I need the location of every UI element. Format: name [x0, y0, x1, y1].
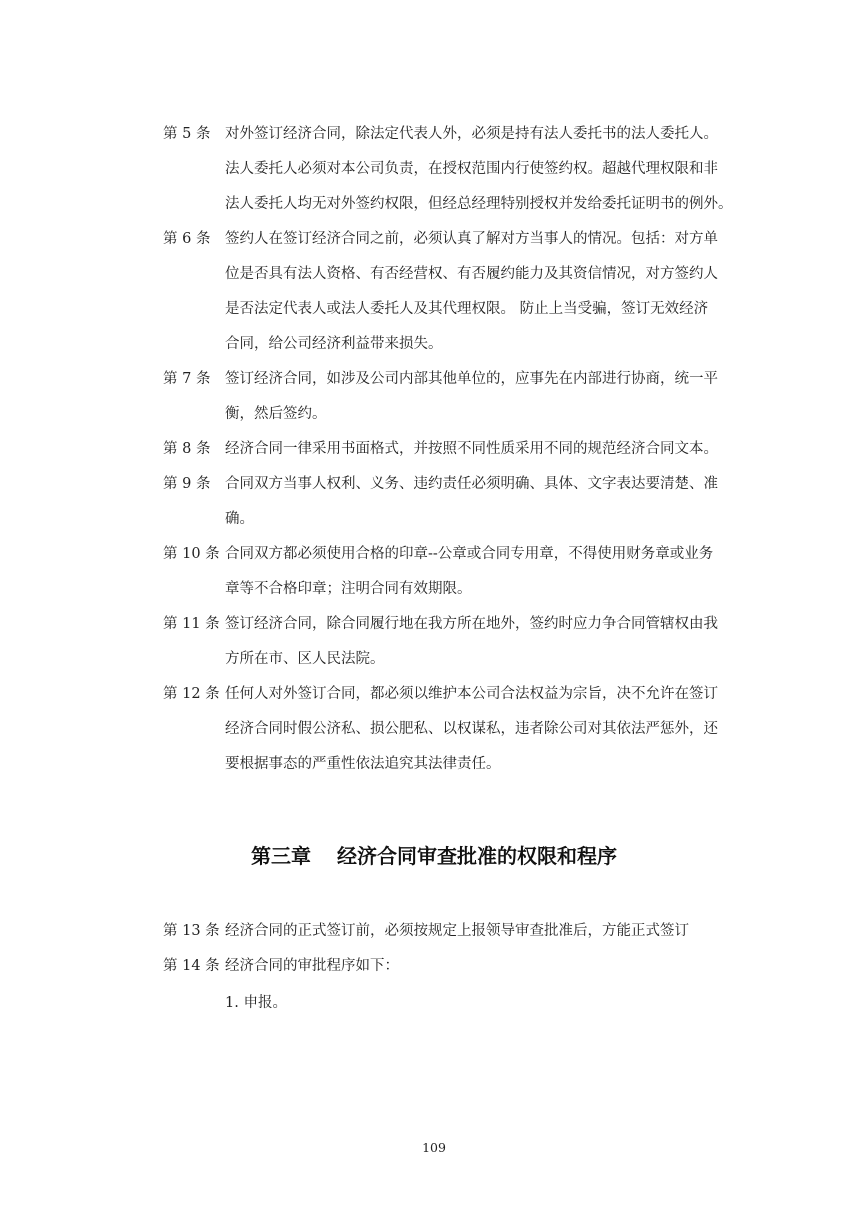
article-body: [225, 362, 753, 432]
article-line: 签约人在签订经济合同之前，必须认真了解对方当事人的情况。包括：对方单: [225, 231, 718, 247]
article-line: 签订经济合同，如涉及公司内部其他单位的，应事先在内部进行协商，统一平: [225, 371, 718, 387]
article-body: [225, 222, 753, 362]
article-7: [163, 362, 753, 432]
article-number: 第 9 条: [163, 476, 211, 492]
article-body: [225, 949, 753, 984]
article-line: 法人委托人必须对本公司负责，在授权范围内行使签约权。超越代理权限和非: [225, 161, 718, 177]
article-number: 第 11 条: [163, 616, 220, 632]
article-line: 方所在市、区人民法院。: [225, 651, 385, 667]
page-number: 109: [422, 1140, 446, 1155]
article-line: 章等不合格印章；注明合同有效期限。: [225, 581, 472, 597]
article-line: 经济合同一律采用书面格式，并按照不同性质采用不同的规范经济合同文本。: [225, 441, 718, 457]
article-line: 合同，给公司经济利益带来损失。: [225, 336, 443, 352]
article-line: 是否法定代表人或法人委托人及其代理权限。 防止上当受骗，签订无效经济: [225, 301, 709, 317]
article-body: [225, 537, 753, 607]
article-line: 合同双方都必须使用合格的印章--公章或合同专用章，不得使用财务章或业务: [225, 546, 714, 562]
article-number: 第 12 条: [163, 686, 220, 702]
article-line: 对外签订经济合同，除法定代表人外，必须是持有法人委托书的法人委托人。: [225, 126, 718, 142]
article-12: [163, 677, 753, 782]
article-11: [163, 607, 753, 677]
article-list-2: [163, 914, 753, 984]
article-line: 位是否具有法人资格、有否经营权、有否履约能力及其资信情况，对方签约人: [225, 266, 718, 282]
article-13: [163, 914, 753, 949]
article-line: 任何人对外签订合同，都必须以维护本公司合法权益为宗旨，决不允许在签订: [225, 686, 718, 702]
article-body: [225, 607, 753, 677]
article-body: [225, 677, 753, 782]
article-number: 第 10 条: [163, 546, 220, 562]
article-line: 合同双方当事人权利、义务、违约责任必须明确、具体、文字表达要清楚、准: [225, 476, 718, 492]
article-line: 经济合同的审批程序如下：: [225, 958, 399, 974]
chapter-heading: [0, 836, 868, 876]
article-body: [225, 914, 753, 949]
article-body: [225, 117, 753, 222]
article-6: [163, 222, 753, 362]
article-5: [163, 117, 753, 222]
article-number: 第 14 条: [163, 958, 220, 974]
article-line: 要根据事态的严重性依法追究其法律责任。: [225, 756, 501, 772]
article-14: [163, 949, 753, 984]
article-number: 第 8 条: [163, 441, 211, 457]
article-number: 第 5 条: [163, 126, 211, 142]
article-line: 法人委托人均无对外签约权限，但经总经理特别授权并发给委托证明书的例外。: [225, 196, 733, 212]
article-number: 第 7 条: [163, 371, 211, 387]
article-9: [163, 467, 753, 537]
article-number: 第 6 条: [163, 231, 211, 247]
article-line: 衡，然后签约。: [225, 406, 327, 422]
article-line: 经济合同时假公济私、损公肥私、以权谋私，违者除公司对其依法严惩外，还: [225, 721, 718, 737]
article-body: [225, 467, 753, 537]
sub-item-1: 1. 申报。: [225, 995, 287, 1011]
article-line: 签订经济合同，除合同履行地在我方所在地外，签约时应力争合同管辖权由我: [225, 616, 718, 632]
article-line: 经济合同的正式签订前，必须按规定上报领导审查批准后，方能正式签订: [225, 923, 689, 939]
article-10: [163, 537, 753, 607]
article-body: [225, 432, 753, 467]
chapter-label: 第三章: [251, 844, 311, 868]
article-number: 第 13 条: [163, 923, 220, 939]
article-8: [163, 432, 753, 467]
article-list: [163, 117, 753, 782]
article-line: 确。: [225, 511, 254, 527]
chapter-title: 经济合同审查批准的权限和程序: [337, 844, 617, 868]
